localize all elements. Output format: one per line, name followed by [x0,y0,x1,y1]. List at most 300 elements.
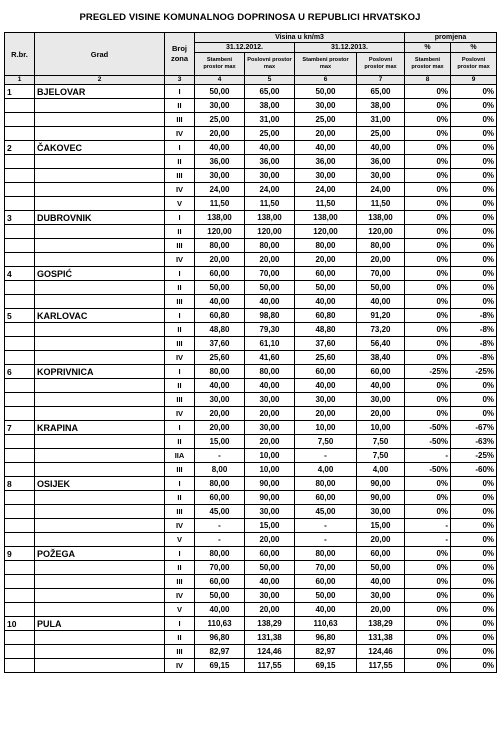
stambeni-2012-cell: 25,00 [195,113,245,127]
zone-cell: II [165,225,195,239]
poslovni-2012-cell: 10,00 [245,463,295,477]
zone-cell: V [165,197,195,211]
poslovni-2013-cell: 10,00 [357,421,405,435]
rbr-cell [5,407,35,421]
stambeni-change-cell: 0% [405,127,451,141]
stambeni-2012-cell: 80,00 [195,547,245,561]
poslovni-change-cell: -8% [451,337,497,351]
poslovni-2013-cell: 138,29 [357,617,405,631]
rbr-cell: 10 [5,617,35,631]
stambeni-2012-cell: 15,00 [195,435,245,449]
stambeni-change-cell: -50% [405,435,451,449]
table-row [5,127,497,141]
poslovni-2012-cell: 124,46 [245,645,295,659]
city-cell [35,323,165,337]
stambeni-change-cell: 0% [405,85,451,99]
rbr-cell: 3 [5,211,35,225]
poslovni-change-cell: -8% [451,351,497,365]
column-number: 4 [195,76,245,85]
poslovni-2013-cell: 15,00 [357,519,405,533]
zone-cell: II [165,491,195,505]
zone-cell: I [165,141,195,155]
stambeni-2013-cell: 82,97 [295,645,357,659]
poslovni-2012-cell: 138,00 [245,211,295,225]
poslovni-2013-cell: 20,00 [357,603,405,617]
zone-cell: II [165,561,195,575]
poslovni-2012-cell: 40,00 [245,379,295,393]
header-pct-stambeni: % [405,43,451,53]
stambeni-change-cell: 0% [405,99,451,113]
poslovni-2012-cell: 80,00 [245,239,295,253]
stambeni-2012-cell: 40,00 [195,379,245,393]
column-number: 8 [405,76,451,85]
zone-cell: IV [165,127,195,141]
stambeni-change-cell: 0% [405,281,451,295]
city-cell [35,351,165,365]
zone-cell: I [165,617,195,631]
poslovni-2013-cell: 80,00 [357,239,405,253]
stambeni-2013-cell: 96,80 [295,631,357,645]
stambeni-2013-cell: 20,00 [295,407,357,421]
poslovni-2012-cell: 120,00 [245,225,295,239]
stambeni-2012-cell: 25,60 [195,351,245,365]
stambeni-2013-cell: 11,50 [295,197,357,211]
poslovni-2012-cell: 131,38 [245,631,295,645]
poslovni-2013-cell: 40,00 [357,295,405,309]
stambeni-2013-cell: 20,00 [295,253,357,267]
rbr-cell [5,645,35,659]
table-row [5,533,497,547]
zone-cell: II [165,435,195,449]
poslovni-2013-cell: 38,40 [357,351,405,365]
column-number: 5 [245,76,295,85]
stambeni-2012-cell: 120,00 [195,225,245,239]
city-cell [35,463,165,477]
poslovni-2012-cell: 117,55 [245,659,295,673]
poslovni-change-cell: 0% [451,169,497,183]
poslovni-2012-cell: 20,00 [245,407,295,421]
table-row [5,141,497,155]
poslovni-2013-cell: 50,00 [357,561,405,575]
zone-cell: I [165,547,195,561]
stambeni-2013-cell: 80,00 [295,547,357,561]
stambeni-2012-cell: 20,00 [195,253,245,267]
poslovni-change-cell: 0% [451,659,497,673]
rbr-cell: 1 [5,85,35,99]
poslovni-2013-cell: 73,20 [357,323,405,337]
city-cell [35,99,165,113]
poslovni-2012-cell: 40,00 [245,141,295,155]
city-cell: POŽEGA [35,547,165,561]
table-row [5,113,497,127]
zone-cell: IV [165,253,195,267]
city-cell [35,169,165,183]
poslovni-change-cell: 0% [451,589,497,603]
zone-cell: III [165,393,195,407]
rbr-cell [5,155,35,169]
zone-cell: II [165,155,195,169]
rbr-cell [5,225,35,239]
table-row [5,85,497,99]
stambeni-2012-cell: 50,00 [195,589,245,603]
zone-cell: I [165,477,195,491]
header-visina: Visina u kn/m3 [195,33,405,43]
stambeni-2013-cell: - [295,519,357,533]
rbr-cell [5,575,35,589]
city-cell [35,505,165,519]
stambeni-2013-cell: 50,00 [295,589,357,603]
stambeni-change-cell: 0% [405,337,451,351]
poslovni-change-cell: 0% [451,631,497,645]
header-grad: Grad [35,33,165,76]
stambeni-2012-cell: 82,97 [195,645,245,659]
zone-cell: III [165,645,195,659]
zone-cell: IIA [165,449,195,463]
city-cell [35,659,165,673]
city-cell [35,533,165,547]
city-cell [35,197,165,211]
poslovni-2013-cell: 90,00 [357,491,405,505]
stambeni-2012-cell: 70,00 [195,561,245,575]
stambeni-2012-cell: 60,00 [195,267,245,281]
poslovni-change-cell: -8% [451,323,497,337]
contribution-table [4,32,497,673]
rbr-cell: 9 [5,547,35,561]
poslovni-2012-cell: 79,30 [245,323,295,337]
table-row [5,169,497,183]
poslovni-2013-cell: 131,38 [357,631,405,645]
stambeni-2012-cell: - [195,449,245,463]
stambeni-change-cell: 0% [405,617,451,631]
poslovni-change-cell: 0% [451,561,497,575]
header-stambeni-2012: Stambeni prostor max [195,53,245,76]
stambeni-2012-cell: 96,80 [195,631,245,645]
poslovni-change-cell: 0% [451,519,497,533]
stambeni-change-cell: 0% [405,267,451,281]
rbr-cell: 5 [5,309,35,323]
poslovni-2013-cell: 40,00 [357,379,405,393]
poslovni-change-cell: 0% [451,295,497,309]
poslovni-2013-cell: 30,00 [357,169,405,183]
poslovni-change-cell: 0% [451,379,497,393]
stambeni-2013-cell: 10,00 [295,421,357,435]
table-row [5,589,497,603]
stambeni-2013-cell: 37,60 [295,337,357,351]
poslovni-2012-cell: 10,00 [245,449,295,463]
stambeni-2013-cell: 40,00 [295,379,357,393]
poslovni-2013-cell: 36,00 [357,155,405,169]
zone-cell: I [165,267,195,281]
header-rbr: R.br. [5,33,35,76]
zone-cell: I [165,211,195,225]
poslovni-2013-cell: 40,00 [357,575,405,589]
stambeni-2013-cell: 60,00 [295,575,357,589]
table-row [5,561,497,575]
rbr-cell [5,379,35,393]
poslovni-2012-cell: 30,00 [245,393,295,407]
stambeni-2013-cell: 80,00 [295,239,357,253]
stambeni-2013-cell: 7,50 [295,435,357,449]
column-number: 3 [165,76,195,85]
stambeni-change-cell: 0% [405,631,451,645]
poslovni-2013-cell: 38,00 [357,99,405,113]
stambeni-2013-cell: 50,00 [295,85,357,99]
stambeni-change-cell: 0% [405,491,451,505]
city-cell [35,337,165,351]
poslovni-2013-cell: 56,40 [357,337,405,351]
rbr-cell [5,561,35,575]
city-cell: ČAKOVEC [35,141,165,155]
table-row [5,477,497,491]
poslovni-2012-cell: 138,29 [245,617,295,631]
zone-cell: III [165,295,195,309]
stambeni-change-cell: 0% [405,225,451,239]
table-row [5,435,497,449]
stambeni-2012-cell: 60,00 [195,491,245,505]
zone-cell: II [165,99,195,113]
table-row [5,421,497,435]
table-row [5,267,497,281]
poslovni-change-cell: 0% [451,85,497,99]
poslovni-2012-cell: 20,00 [245,533,295,547]
zone-cell: IV [165,519,195,533]
stambeni-2013-cell: 50,00 [295,281,357,295]
table-row [5,323,497,337]
zone-cell: IV [165,351,195,365]
poslovni-2012-cell: 30,00 [245,589,295,603]
poslovni-2013-cell: 117,55 [357,659,405,673]
zone-cell: I [165,421,195,435]
poslovni-change-cell: 0% [451,225,497,239]
zone-cell: V [165,603,195,617]
rbr-cell [5,113,35,127]
poslovni-2012-cell: 50,00 [245,281,295,295]
stambeni-change-cell: 0% [405,155,451,169]
rbr-cell [5,505,35,519]
stambeni-2012-cell: 40,00 [195,295,245,309]
stambeni-2012-cell: 20,00 [195,127,245,141]
zone-cell: III [165,505,195,519]
stambeni-change-cell: 0% [405,477,451,491]
poslovni-2013-cell: 25,00 [357,127,405,141]
poslovni-2013-cell: 91,20 [357,309,405,323]
rbr-cell [5,337,35,351]
poslovni-2013-cell: 120,00 [357,225,405,239]
stambeni-change-cell: 0% [405,239,451,253]
stambeni-2013-cell: 24,00 [295,183,357,197]
poslovni-2013-cell: 20,00 [357,253,405,267]
poslovni-2012-cell: 70,00 [245,267,295,281]
poslovni-2012-cell: 11,50 [245,197,295,211]
stambeni-2013-cell: 4,00 [295,463,357,477]
poslovni-2012-cell: 36,00 [245,155,295,169]
poslovni-2013-cell: 11,50 [357,197,405,211]
poslovni-change-cell: 0% [451,127,497,141]
rbr-cell [5,295,35,309]
city-cell [35,295,165,309]
city-cell [35,631,165,645]
rbr-cell [5,169,35,183]
zone-cell: I [165,365,195,379]
table-row [5,225,497,239]
stambeni-2013-cell: 80,00 [295,477,357,491]
city-cell: KARLOVAC [35,309,165,323]
stambeni-2012-cell: 138,00 [195,211,245,225]
table-row [5,547,497,561]
rbr-cell [5,519,35,533]
city-cell [35,603,165,617]
poslovni-2013-cell: 20,00 [357,533,405,547]
zone-cell: III [165,113,195,127]
zone-cell: III [165,169,195,183]
rbr-cell: 2 [5,141,35,155]
table-row [5,603,497,617]
poslovni-2013-cell: 31,00 [357,113,405,127]
stambeni-change-cell: 0% [405,603,451,617]
stambeni-change-cell: - [405,533,451,547]
city-cell [35,113,165,127]
rbr-cell: 7 [5,421,35,435]
poslovni-2012-cell: 50,00 [245,561,295,575]
poslovni-2012-cell: 20,00 [245,253,295,267]
header-date-2013: 31.12.2013. [295,43,405,53]
stambeni-2012-cell: 40,00 [195,141,245,155]
stambeni-2012-cell: 8,00 [195,463,245,477]
stambeni-2012-cell: 50,00 [195,281,245,295]
city-cell [35,393,165,407]
rbr-cell [5,281,35,295]
header-date-2012: 31.12.2012. [195,43,295,53]
stambeni-change-cell: 0% [405,309,451,323]
column-number: 7 [357,76,405,85]
stambeni-change-cell: 0% [405,197,451,211]
stambeni-2012-cell: 80,00 [195,239,245,253]
poslovni-change-cell: 0% [451,211,497,225]
table-row [5,505,497,519]
poslovni-change-cell: 0% [451,239,497,253]
poslovni-change-cell: 0% [451,491,497,505]
zone-cell: III [165,575,195,589]
table-row [5,309,497,323]
column-number: 2 [35,76,165,85]
stambeni-2012-cell: 80,00 [195,365,245,379]
stambeni-2012-cell: 48,80 [195,323,245,337]
city-cell [35,575,165,589]
poslovni-change-cell: -25% [451,449,497,463]
rbr-cell [5,631,35,645]
poslovni-change-cell: 0% [451,393,497,407]
stambeni-2012-cell: 37,60 [195,337,245,351]
header-stambeni-2013: Stambeni prostor max [295,53,357,76]
stambeni-change-cell: 0% [405,323,451,337]
rbr-cell: 8 [5,477,35,491]
stambeni-change-cell: - [405,449,451,463]
stambeni-2012-cell: 24,00 [195,183,245,197]
poslovni-2012-cell: 60,00 [245,547,295,561]
table-row [5,99,497,113]
city-cell [35,449,165,463]
table-row [5,407,497,421]
zone-cell: III [165,239,195,253]
stambeni-2012-cell: - [195,533,245,547]
stambeni-change-cell: 0% [405,141,451,155]
stambeni-2012-cell: 50,00 [195,85,245,99]
stambeni-2013-cell: 48,80 [295,323,357,337]
city-cell: KRAPINA [35,421,165,435]
poslovni-change-cell: 0% [451,547,497,561]
rbr-cell: 4 [5,267,35,281]
stambeni-2012-cell: 60,00 [195,575,245,589]
stambeni-2012-cell: 40,00 [195,603,245,617]
stambeni-2013-cell: 60,00 [295,267,357,281]
stambeni-2012-cell: 30,00 [195,393,245,407]
poslovni-2013-cell: 30,00 [357,589,405,603]
stambeni-change-cell: -25% [405,365,451,379]
stambeni-2013-cell: 20,00 [295,127,357,141]
city-cell [35,183,165,197]
poslovni-2012-cell: 38,00 [245,99,295,113]
table-row [5,617,497,631]
rbr-cell [5,533,35,547]
city-cell [35,519,165,533]
stambeni-change-cell: 0% [405,113,451,127]
poslovni-2012-cell: 90,00 [245,477,295,491]
table-row [5,183,497,197]
poslovni-2012-cell: 90,00 [245,491,295,505]
poslovni-2012-cell: 20,00 [245,435,295,449]
stambeni-change-cell: 0% [405,211,451,225]
city-cell: BJELOVAR [35,85,165,99]
stambeni-2013-cell: 25,60 [295,351,357,365]
stambeni-change-cell: 0% [405,575,451,589]
poslovni-2012-cell: 15,00 [245,519,295,533]
poslovni-change-cell: -60% [451,463,497,477]
table-row [5,155,497,169]
stambeni-2013-cell: 60,80 [295,309,357,323]
table-row [5,379,497,393]
table-row [5,645,497,659]
city-cell: GOSPIĆ [35,267,165,281]
rbr-cell [5,183,35,197]
table-row [5,197,497,211]
zone-cell: II [165,323,195,337]
stambeni-2012-cell: 20,00 [195,407,245,421]
poslovni-2012-cell: 30,00 [245,169,295,183]
stambeni-change-cell: 0% [405,505,451,519]
city-cell [35,155,165,169]
poslovni-2012-cell: 98,80 [245,309,295,323]
stambeni-2013-cell: 40,00 [295,295,357,309]
rbr-cell [5,351,35,365]
poslovni-2013-cell: 7,50 [357,449,405,463]
stambeni-2013-cell: 25,00 [295,113,357,127]
poslovni-change-cell: 0% [451,603,497,617]
poslovni-2012-cell: 24,00 [245,183,295,197]
rbr-cell [5,491,35,505]
rbr-cell [5,603,35,617]
poslovni-2013-cell: 60,00 [357,365,405,379]
poslovni-2012-cell: 20,00 [245,603,295,617]
stambeni-2013-cell: 120,00 [295,225,357,239]
table-row [5,253,497,267]
city-cell [35,225,165,239]
city-cell [35,281,165,295]
table-row [5,519,497,533]
poslovni-2012-cell: 41,60 [245,351,295,365]
poslovni-change-cell: 0% [451,477,497,491]
rbr-cell [5,659,35,673]
zone-cell: II [165,281,195,295]
